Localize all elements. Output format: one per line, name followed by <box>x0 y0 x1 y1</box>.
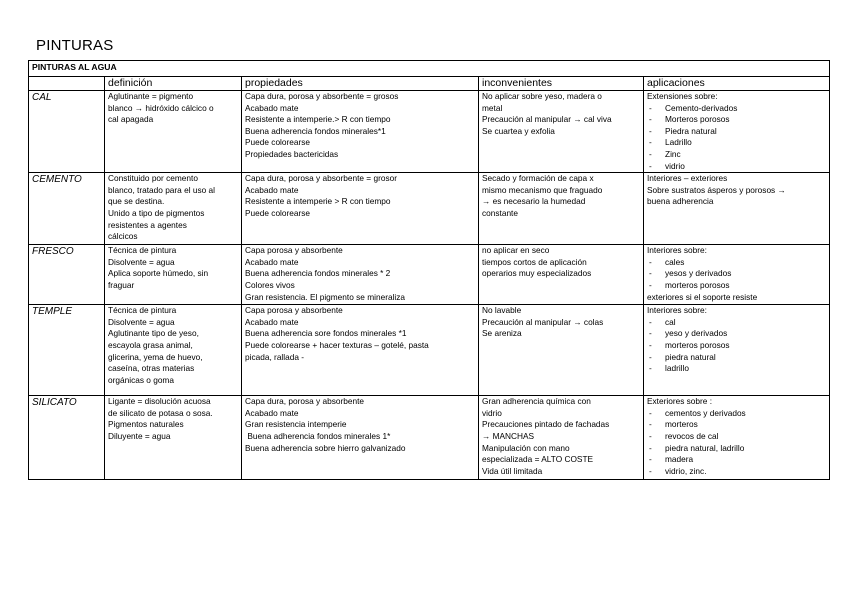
cell-aplicaciones <box>644 245 830 305</box>
cell-propiedades <box>242 396 479 480</box>
paints-table <box>28 60 830 480</box>
application-line: Interiores sobre: <box>647 305 707 316</box>
cell-aplicaciones <box>644 91 830 173</box>
cell-propiedades <box>242 173 479 245</box>
propiedades-line: Resistente a intemperie > R con tiempo <box>245 196 391 207</box>
propiedades-line: Capa dura, porosa y absorbente = grosor <box>245 173 397 184</box>
section-title: PINTURAS AL AGUA <box>29 61 830 77</box>
cell-propiedades <box>242 305 479 396</box>
inconvenientes-line: No aplicar sobre yeso, madera o <box>482 91 602 101</box>
definicion-line: escayola grasa animal, <box>108 339 193 350</box>
application-list-item: - Piedra natural <box>647 126 826 138</box>
propiedades-line: Acabado mate <box>245 184 299 195</box>
definicion-line: cal apagada <box>108 114 154 125</box>
paint-name: TEMPLE <box>29 305 105 396</box>
definicion-line: Constituido por cemento <box>108 173 198 184</box>
cell-definicion <box>105 396 242 480</box>
application-list-item: - Cemento-derivados <box>647 103 826 115</box>
definicion-line: Unido a tipo de pigmentos <box>108 207 205 218</box>
inconvenientes-line: Precaución al manipular → cal viva <box>482 114 612 125</box>
propiedades-line: Puede colorearse <box>245 207 311 218</box>
cell-inconvenientes <box>479 305 644 396</box>
definicion-line: de silicato de potasa o sosa. <box>108 407 213 418</box>
application-line: Sobre sustratos ásperos y porosos → <box>647 184 786 195</box>
cell-inconvenientes <box>479 396 644 480</box>
propiedades-line: Acabado mate <box>245 316 299 327</box>
inconvenientes-line: Secado y formación de capa x <box>482 173 594 184</box>
header-inconvenientes: inconvenientes <box>479 77 644 91</box>
application-list-item: - vidrio <box>647 161 826 173</box>
inconvenientes-line: → es necesario la humedad <box>482 196 586 207</box>
cell-definicion <box>105 245 242 305</box>
header-propiedades: propiedades <box>242 77 479 91</box>
inconvenientes-line: operarios muy especializados <box>482 268 592 279</box>
cell-definicion <box>105 305 242 396</box>
cell-definicion <box>105 91 242 173</box>
application-list-item: - Morteros porosos <box>647 114 826 126</box>
application-list-item: - vidrio, zinc. <box>647 466 826 478</box>
definicion-line: Aglutinante tipo de yeso, <box>108 328 199 339</box>
definicion-line: blanco → hidróxido cálcico o <box>108 102 214 113</box>
header-aplicaciones: aplicaciones <box>644 77 830 91</box>
definicion-line: Aglutinante = pigmento <box>108 91 194 101</box>
inconvenientes-line: vidrio <box>482 407 502 418</box>
application-list-item: - yesos y derivados <box>647 268 826 280</box>
definicion-line: Disolvente = agua <box>108 256 175 267</box>
inconvenientes-line: especializada = ALTO COSTE <box>482 454 594 465</box>
cell-propiedades <box>242 245 479 305</box>
propiedades-line: Puede colorearse + hacer texturas – gotelé, pasta <box>245 339 429 350</box>
cell-aplicaciones <box>644 173 830 245</box>
paint-name: CAL <box>29 91 105 173</box>
propiedades-line: Gran resistencia intemperie <box>245 419 347 430</box>
application-list-item: - cementos y derivados <box>647 408 826 420</box>
definicion-line: blanco, tratado para el uso al <box>108 184 216 195</box>
table-row <box>29 245 830 305</box>
propiedades-line: Capa dura, porosa y absorbente <box>245 396 365 407</box>
application-line: Interiores sobre: <box>647 245 707 256</box>
definicion-line: Diluyente = agua <box>108 430 171 441</box>
definicion-line: resistentes a agentes <box>108 219 187 230</box>
inconvenientes-line: Se cuartea y exfolia <box>482 125 555 136</box>
definicion-line: Técnica de pintura <box>108 245 177 256</box>
application-list-item: - revocos de cal <box>647 431 826 443</box>
application-list-item: - yeso y derivados <box>647 328 826 340</box>
cell-inconvenientes <box>479 173 644 245</box>
propiedades-line: Capa porosa y absorbente <box>245 305 343 316</box>
inconvenientes-line: mismo mecanismo que fraguado <box>482 184 603 195</box>
propiedades-line: Acabado mate <box>245 256 299 267</box>
inconvenientes-line: Manipulación con mano <box>482 442 570 453</box>
application-list-item: - Ladrillo <box>647 137 826 149</box>
definicion-line: orgánicas o goma <box>108 374 174 385</box>
header-row <box>29 77 830 91</box>
table-row <box>29 305 830 396</box>
propiedades-line: Capa dura, porosa y absorbente = grosos <box>245 91 399 101</box>
header-cell-empty <box>29 77 105 91</box>
inconvenientes-line: metal <box>482 102 503 113</box>
cell-propiedades <box>242 91 479 173</box>
paint-name: FRESCO <box>29 245 105 305</box>
cell-aplicaciones <box>644 396 830 480</box>
inconvenientes-line: Gran adherencia química con <box>482 396 591 407</box>
inconvenientes-line: Se areniza <box>482 328 522 339</box>
propiedades-line: Buena adherencia fondos minerales*1 <box>245 125 386 136</box>
definicion-line: Pigmentos naturales <box>108 419 184 430</box>
definicion-line: caseína, otras materias <box>108 363 195 374</box>
application-list-item: - morteros porosos <box>647 340 826 352</box>
propiedades-line: picada, rallada - <box>245 351 305 362</box>
inconvenientes-line: Vida útil limitada <box>482 465 543 476</box>
header-definicion: definición <box>105 77 242 91</box>
paint-name: CEMENTO <box>29 173 105 245</box>
propiedades-line: Gran resistencia. El pigmento se mineraliza <box>245 291 406 302</box>
cell-inconvenientes <box>479 245 644 305</box>
propiedades-line: Puede colorearse <box>245 137 311 148</box>
application-line: Exteriores sobre : <box>647 396 713 407</box>
definicion-line: glicerina, yema de huevo, <box>108 351 203 362</box>
propiedades-line: Buena adherencia sore fondos minerales *1 <box>245 328 407 339</box>
cell-aplicaciones <box>644 305 830 396</box>
application-list-item: - piedra natural <box>647 352 826 364</box>
propiedades-line: Acabado mate <box>245 102 299 113</box>
application-list-item: - ladrillo <box>647 363 826 375</box>
inconvenientes-line: no aplicar en seco <box>482 245 550 256</box>
definicion-line: Aplica soporte húmedo, sin <box>108 268 209 279</box>
application-list-item: - Zinc <box>647 149 826 161</box>
table-row <box>29 91 830 173</box>
paint-name: SILICATO <box>29 396 105 480</box>
propiedades-line: Buena adherencia sobre hierro galvanizado <box>245 442 406 453</box>
propiedades-line: Buena adherencia fondos minerales * 2 <box>245 268 391 279</box>
inconvenientes-line: tiempos cortos de aplicación <box>482 256 587 267</box>
propiedades-line: Resistente a intemperie.> R con tiempo <box>245 114 391 125</box>
inconvenientes-line: No lavable <box>482 305 522 316</box>
propiedades-line: Buena adherencia fondos minerales 1* <box>245 430 391 441</box>
inconvenientes-line: Precaución al manipular → colas <box>482 316 604 327</box>
propiedades-line: Colores vivos <box>245 279 295 290</box>
page-title: PINTURAS <box>36 37 114 54</box>
propiedades-line: Acabado mate <box>245 407 299 418</box>
application-line: Interiores – exteriores <box>647 173 728 184</box>
definicion-line: Disolvente = agua <box>108 316 175 327</box>
table-row <box>29 396 830 480</box>
application-list-item: - morteros porosos <box>647 280 826 292</box>
application-list-item: - madera <box>647 454 826 466</box>
table-row <box>29 173 830 245</box>
cell-definicion <box>105 173 242 245</box>
definicion-line: fraguar <box>108 279 135 290</box>
definicion-line: Ligante = disolución acuosa <box>108 396 211 407</box>
inconvenientes-line: Precauciones pintado de fachadas <box>482 419 610 430</box>
inconvenientes-line: constante <box>482 207 518 218</box>
definicion-line: cálcicos <box>108 231 138 242</box>
cell-inconvenientes <box>479 91 644 173</box>
application-list-item: - cal <box>647 317 826 329</box>
definicion-line: Técnica de pintura <box>108 305 177 316</box>
application-line: exteriores si el soporte resiste <box>647 291 758 302</box>
propiedades-line: Capa porosa y absorbente <box>245 245 343 256</box>
application-line: buena adherencia <box>647 196 714 207</box>
application-list-item: - morteros <box>647 419 826 431</box>
definicion-line: que se destina. <box>108 196 165 207</box>
inconvenientes-line: → MANCHAS <box>482 430 535 441</box>
application-list-item: - piedra natural, ladrillo <box>647 443 826 455</box>
propiedades-line: Propiedades bactericidas <box>245 148 339 159</box>
application-list-item: - cales <box>647 257 826 269</box>
application-line: Extensiones sobre: <box>647 91 718 101</box>
